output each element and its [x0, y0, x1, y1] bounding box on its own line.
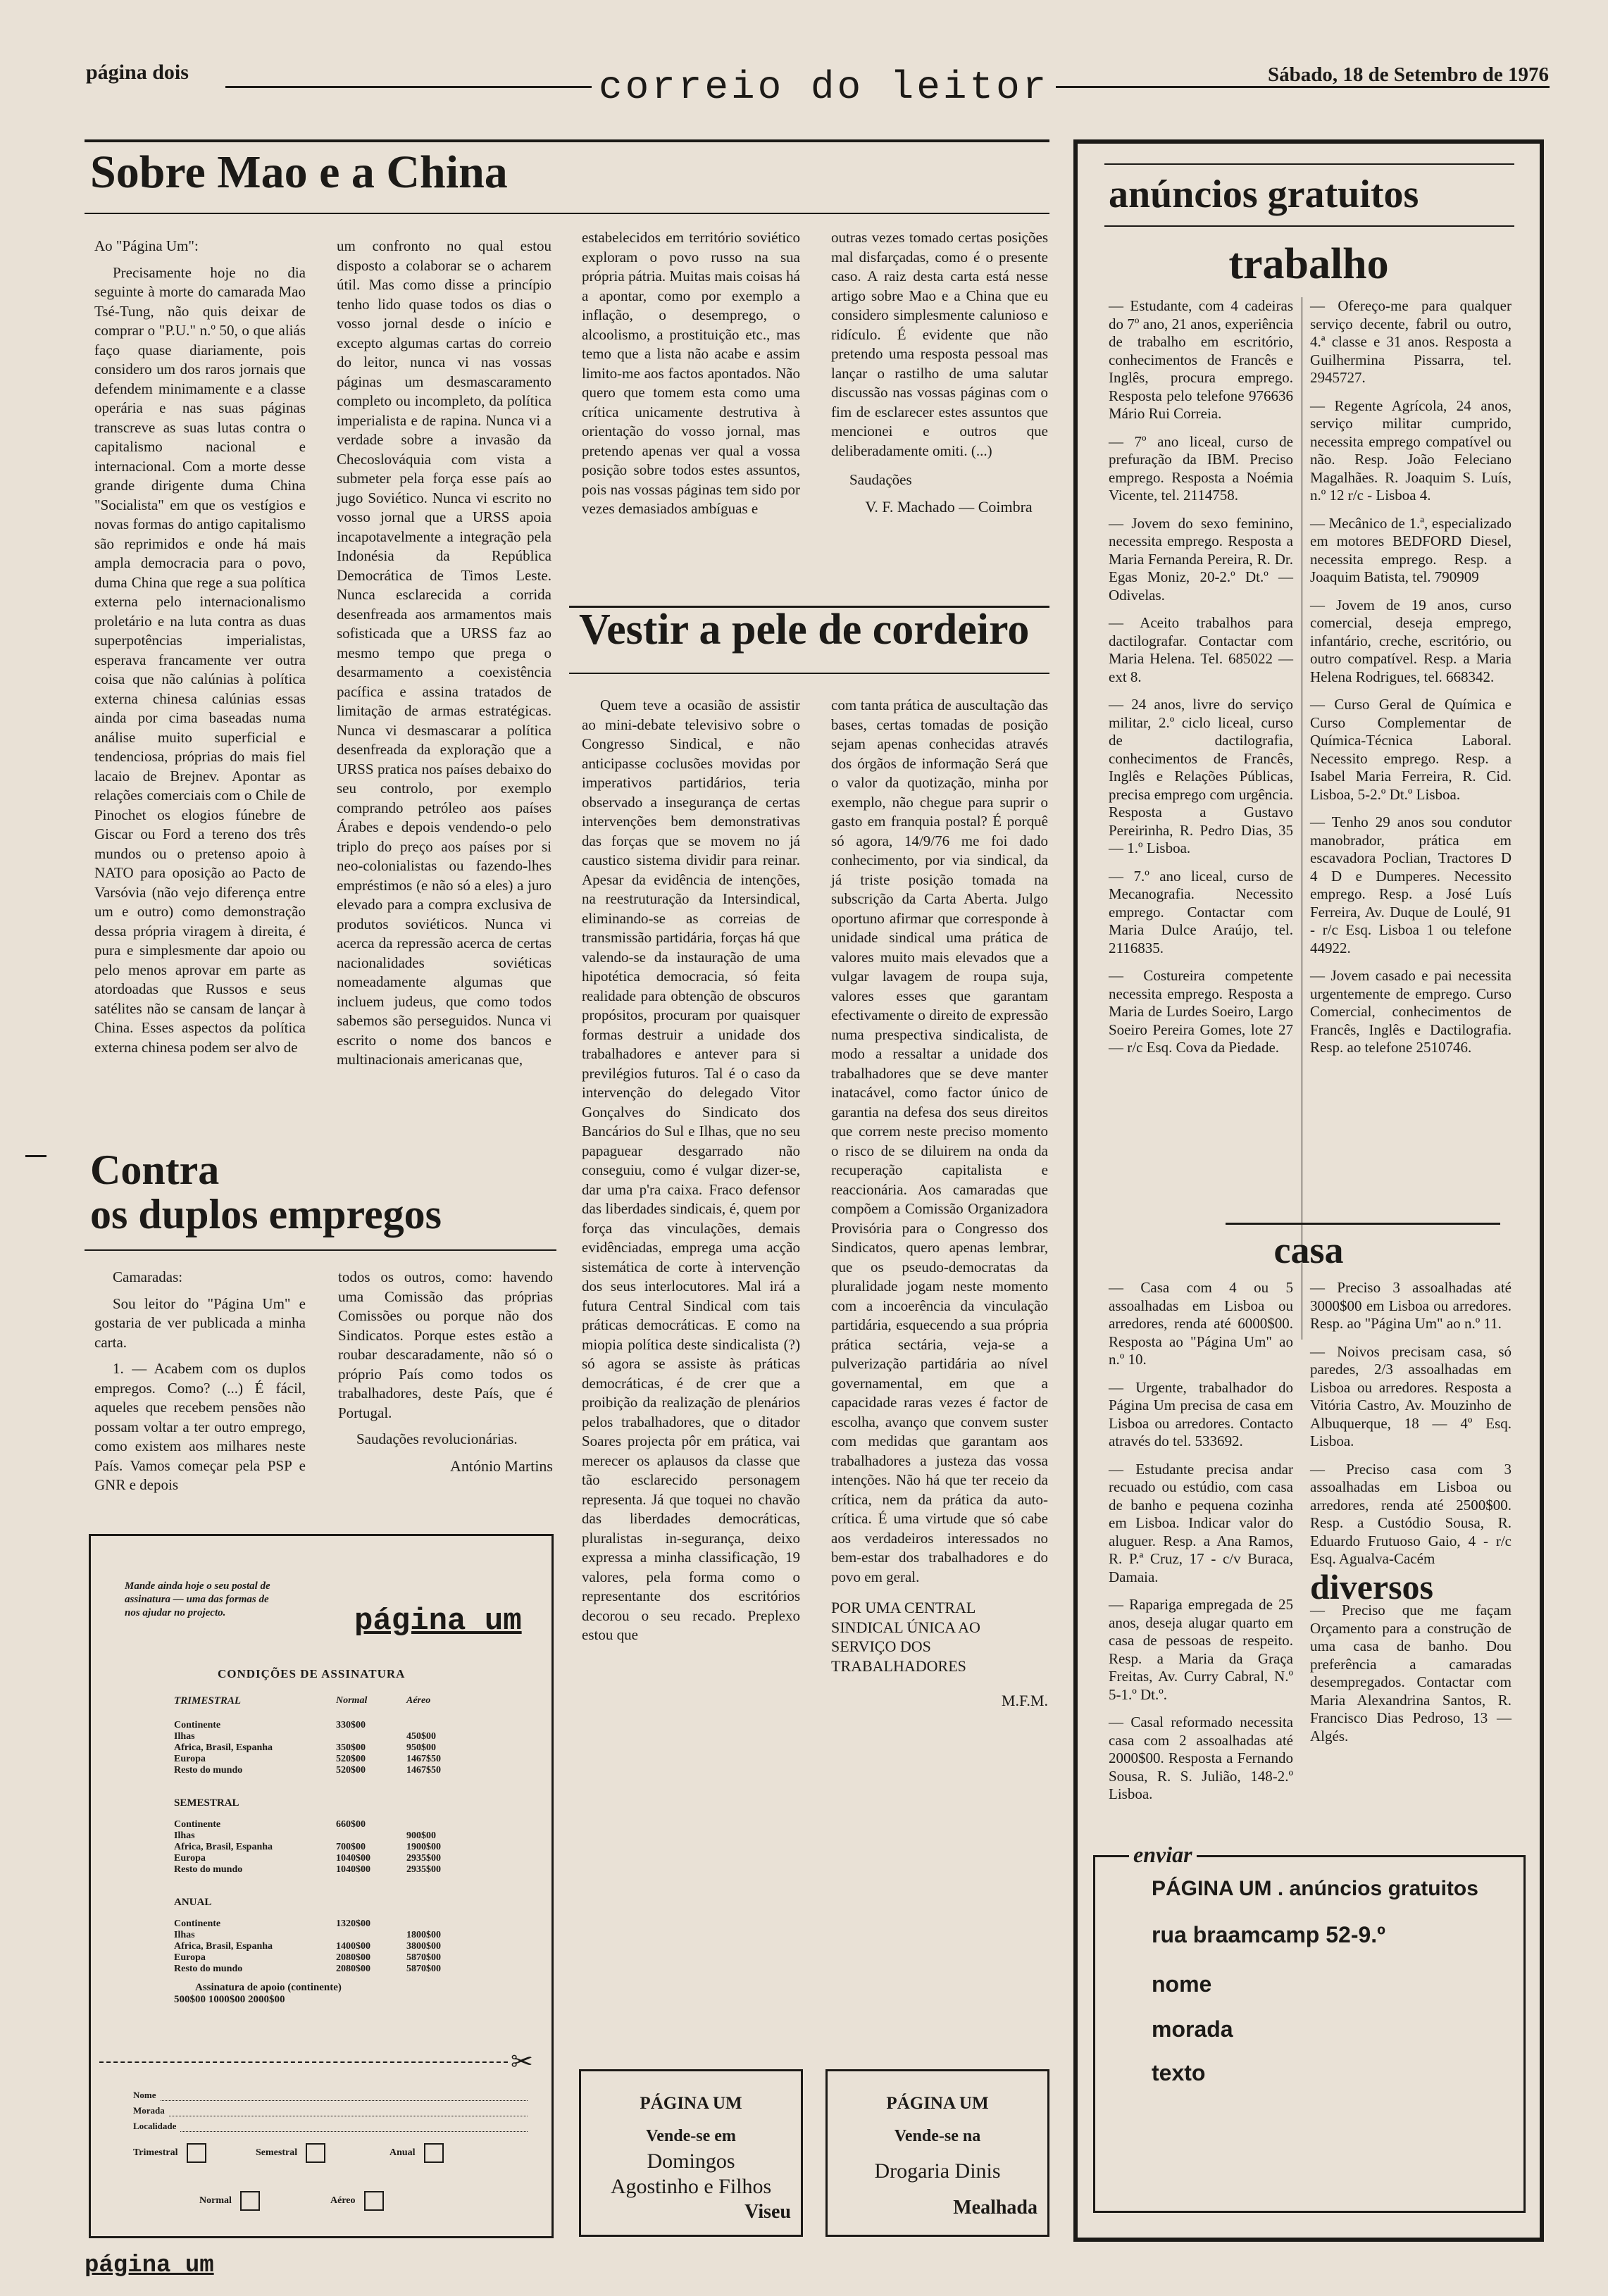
form-row-localidade[interactable]	[133, 2116, 528, 2132]
enviar-coupon	[1093, 1842, 1526, 2213]
section-anual: ANUAL	[174, 1897, 212, 1908]
issue-date: Sábado, 18 de Setembro de 1976	[1268, 63, 1550, 86]
price-row: Africa, Brasil, Espanha 700$00 1900$00	[174, 1842, 441, 1852]
article-top-rule	[85, 139, 1049, 142]
headline-empregos-line2: os duplos empregos	[90, 1191, 442, 1237]
price-row: Continente 330$00	[174, 1720, 366, 1730]
mao-text-col4: outras vezes tomado certas posições mal disfarçadas, como é o presente caso. A raiz desta carta está nesse artigo sobre Mao e a China que eu considero simplesmente calunioso e ridículo. É evidente que não pretendo uma resposta pessoal mas lançar o rastilho de uma salutar discussão nas vossas páginas com o fim de esclarecer estes assuntos que mencionei e outros que deliberadamente omiti. (...)	[831, 229, 1048, 459]
enviar-field-nome[interactable]: nome	[1152, 1971, 1212, 1997]
price-row: Africa, Brasil, Espanha 350$00 950$00	[174, 1742, 436, 1753]
classifieds-title-rule	[1104, 225, 1514, 227]
ad-viseu-line2: Domingos	[647, 2150, 735, 2173]
headline-mao: Sobre Mao e a China	[90, 146, 508, 198]
section-title: correio do leitor	[592, 65, 1056, 110]
cordeiro-column-2	[831, 696, 1048, 1718]
classified-ad: — 24 anos, livre do serviço militar, 2.º ciclo liceal, curso de dactilografia, conhecimentos de Francês, Inglês e Relações Públicas, precisa emprego com urgência. Resposta a Gustavo Pereirinha, R. Pedro Dias, 35 — 1.º Lisboa.	[1109, 696, 1293, 856]
subscription-table	[174, 1695, 540, 2006]
option-normal[interactable]: Normal	[199, 2191, 260, 2211]
classified-ad: — Mecânico de 1.ª, especializado em motores BEDFORD Diesel, necessita emprego. Resp. a Joaquim Batista, tel. 790909	[1310, 514, 1512, 585]
mao-column-1	[94, 237, 306, 1064]
cordeiro-rule	[569, 673, 1049, 674]
form-row-nome[interactable]	[133, 2085, 528, 2101]
cordeiro-column-1	[582, 696, 800, 1652]
empregos-column-2	[338, 1268, 553, 1483]
ad-mealhada-title: PÁGINA UM	[886, 2094, 989, 2113]
classified-ad: — Aceito trabalhos para dactilografar. Contactar com Maria Helena. Tel. 685022 — ext 8.	[1109, 614, 1293, 685]
empregos-text-col2: todos os outros, como: havendo uma Comissão das próprias Comissões ou porque não dos Sindicatos. Porque estes estão a roubar descaradamente, não só o próprio País como todos os trabalhadores, deste País, que é Portugal.	[338, 1268, 553, 1421]
price-row: Continente 1320$00	[174, 1918, 370, 1929]
mao-salutation: Ao "Página Um":	[94, 237, 199, 254]
classified-ad: — Rapariga empregada de 25 anos, deseja alugar quarto em casa de pessoas de respeito. Resp. a Maria da Graça Freitas, Av. Curry Cabral, N.º 5-1.º Dt.º.	[1109, 1596, 1293, 1703]
classified-ad: — Casal reformado necessita casa com 2 assoalhadas até 2000$00. Resposta a Fernando Sousa, R. S. Julião, 148-2.º Lisboa.	[1109, 1714, 1293, 1802]
empregos-column-1	[94, 1268, 306, 1502]
form-label-morada: Morada	[133, 2105, 165, 2116]
enviar-label: enviar	[1129, 1842, 1197, 1868]
classified-ad: — Preciso que me façam Orçamento para a construção de uma casa de banho. Dou preferência a camaradas desempregados. Contactar com Maria Alexandrina Santos, R. Francisco Dias Pedroso, 13 — Algés.	[1310, 1602, 1512, 1745]
diversos-heading: diversos	[1310, 1566, 1433, 1606]
col-aereo: Aéreo	[406, 1695, 431, 1706]
option-anual[interactable]: Anual	[389, 2143, 444, 2163]
classifieds-panel	[1073, 139, 1544, 2242]
mao-text-col2: um confronto no qual estou disposto a colaborar se o acharem útil. Mas como disse a princípio tenho lido quase todos os dias o vosso jornal desde o início e excepto algumas cartas do correio do leitor, nunca vi nas vossas páginas um desmascaramento completo ou incompleto, da política imperialista e de rapina. Nunca vi a verdade sobre a invasão da Checoslováquia com vista a submeter pela força esse país ao jugo Soviético. Nunca vi escrito no vosso jornal que a URSS apoia incapotavelmente a integração pela Indonésia da República Democrática de Timos Leste. Nunca esclarecida a corrida desenfreada aos armamentos mais sofisticada que a URSS faz ao mesmo tempo que prega o desarmamento a coexistência pacífica e assina tratados de limitação de armas estratégicas. Nunca vi desmascarar a política desenfreada da exploração que a URSS pratica nos países debaixo do seu controlo, por exemplo comprando petróleo aos países Árabes e depois vendendo-o pelo triplo do preço aos países por si neo-colonialistas ou fazendo-lhes empréstimos (e não só a eles) a juro elevado para a compra exclusiva de produtos soviéticos. Nunca vi acerca da repressão acerca de certas nacionalidades soviéticas nomeadamente algumas que incluem judeus, que como todos sabemos são perseguidos. Nunca vi escrito o nome dos bancos e multinacionais americanas que,	[337, 237, 551, 1068]
price-row: Ilhas 1800$00	[174, 1930, 441, 1940]
headline-cordeiro: Vestir a pele de cordeiro	[579, 606, 1030, 654]
headline-empregos	[90, 1148, 442, 1237]
subscription-coupon	[89, 1534, 554, 2238]
classified-ad: — 7º ano liceal, curso de prefuração da IBM. Preciso emprego. Resposta a Noémia Vicente, tel. 2114758.	[1109, 432, 1293, 504]
ad-viseu-line3: Agostinho e Filhos	[610, 2175, 772, 2198]
classified-ad: — Noivos precisam casa, só paredes, 2/3 assoalhadas em Lisboa ou arredores. Resposta a Vitória Castro, Av. Mouzinho de Albuquerque, 18 — 4º Esq. Lisboa.	[1310, 1342, 1512, 1449]
support-subscription-label: Assinatura de apoio (continente)	[195, 1982, 342, 1993]
empregos-salutation: Camaradas:	[113, 1268, 183, 1285]
support-subscription-values: 500$00 1000$00 2000$00	[174, 1994, 285, 2005]
casa-heading: casa	[1273, 1229, 1344, 1271]
option-trimestral[interactable]: Trimestral	[133, 2143, 206, 2163]
casa-column-left	[1109, 1279, 1293, 1814]
section-trimestral: TRIMESTRAL	[174, 1695, 242, 1707]
classified-ad: — Urgente, trabalhador do Página Um precisa de casa em Lisboa ou arredores. Contacto através do tel. 533692.	[1109, 1378, 1293, 1449]
col-normal: Normal	[336, 1695, 368, 1706]
price-row: Europa 520$00 1467$50	[174, 1754, 441, 1764]
cordeiro-signature: M.F.M.	[1001, 1692, 1048, 1709]
price-row: Europa 1040$00 2935$00	[174, 1853, 441, 1864]
enviar-field-texto[interactable]: texto	[1152, 2060, 1206, 2085]
empregos-p2: 1. — Acabem com os duplos empregos. Como? (...) É fácil, aqueles que recebem pensões não possam voltar a ter outro emprego, como existem aos milhares neste País. Vamos começar pela PSP e GNR e depois	[94, 1360, 306, 1493]
mao-column-3	[582, 228, 800, 526]
footer-logo: página um	[85, 2252, 214, 2279]
price-row: Africa, Brasil, Espanha 1400$00 3800$00	[174, 1941, 441, 1952]
mao-text-col1: Precisamente hoje no dia seguinte à morte do camarada Mao Tsé-Tung, não quis deixar de comprar o "P.U." n.º 50, o que aliás faço quase diariamente, pois considero um dos raros jornais que defendem minimamente e a classe operária e nas suas páginas transcreve as suas lutas contra o capitalismo nacional e internacional. Com a morte desse grande dirigente duma China "Socialista" em que os vestígios e novas formas do antigo capitalismo são reprimidos e onde há mais ampla democracia para o povo, duma China que rege a sua política externa pelo internacionalismo proletário e na luta contra as duas superpotências imperialistas, esperava francamente ver outra coisa que não calúnias à política externa chinesa calúnias essas ainda por cima baseadas numa análise muito superficial e tendenciosa, próprias do mais fiel lacaio de Brejnev. Apontar as relações comerciais com o Chile de Pinochet os elogios fúnebre de Giscar ou Ford a tereno dos três mundos ou o pretenso apoio à NATO para oposição ao Pacto de Varsóvia (não vejo diferença entre um e outro) como demonstração dessa própria viragem à direita, é pura e simplesmente dar apoio ou pelo menos aprovar em parte as atordoadas que Russos e seus satélites não se cansam de lançar à China. Esses aspectos da política externa chinesa podem ser alvo de	[94, 263, 306, 1056]
ad-viseu-title: PÁGINA UM	[640, 2094, 742, 2113]
ad-viseu-line1: Vende-se em	[646, 2127, 736, 2145]
price-row: Resto do mundo 1040$00 2935$00	[174, 1864, 441, 1875]
ad-mealhada-line3: Mealhada	[953, 2197, 1037, 2219]
form-label-localidade: Localidade	[133, 2121, 177, 2131]
classified-ad: — 7.º ano liceal, curso de Mecanografia. Necessito emprego. Contactar com Maria Dulce Araújo, tel. 2116835.	[1109, 867, 1293, 956]
classified-ad: — Jovem casado e pai necessita urgentemente de emprego. Curso Comercial, conhecimentos de Francês, Inglês e Dactilografia. Resp. ao telefone 2510746.	[1310, 967, 1512, 1056]
page-label: página dois	[86, 61, 189, 84]
casa-rule	[1226, 1223, 1500, 1225]
trabalho-column-right	[1310, 297, 1512, 1067]
ad-mealhada-line1: Vende-se na	[894, 2127, 981, 2145]
empregos-rule	[85, 1249, 556, 1251]
mao-column-2	[337, 237, 551, 1077]
mao-column-4	[831, 228, 1048, 523]
form-row-morada[interactable]	[133, 2101, 528, 2116]
classified-ad: — Regente Agrícola, 24 anos, serviço militar cumprido, necessita emprego compatível ou não. Resp. João Feleciano Magalhães. R. Joaquim S. Luís, n.º 12 r/c - Lisboa 4.	[1310, 397, 1512, 504]
headline-rule	[85, 213, 1049, 214]
ad-mealhada	[825, 2069, 1049, 2237]
cordeiro-text-col1: Quem teve a ocasião de assistir ao mini-debate televisivo sobre o Congresso Sindical, e não anticipasse coclusões movidas por imperativos partidários, teria observado a insegurança de certas intervenções bem demonstrativas das forças que se movem no já caustico sistema dividir para reinar. Apesar da evidência de intenções, na reestruturação da Intersindical, eliminando-se as correias de transmissão partidária, forças há que valendo-se da instauração de uma hipotética democracia, só feita realidade para obtenção de obscuros propósitos, procuram por quaisquer formas destruir a unidade dos trabalhadores e antever para si previlégios futuros. Tal é o caso da intervenção do delegado Vitor Gonçalves do Sindicato dos Bancários do Sul e Ilhas, que no seu papaguear desgarrado não conseguiu, como é vulgar dizer-se, dar uma p'ra caixa. Fraco defensor das liberdades sindicais, é, quem por força das vinculações, demais evidênciadas, emprega uma acção sistemática de corte à intervenção dos seus interlocutores. Mal irá a futura Central Sindical com tais práticas democráticas. E como na miopia política deste sindicalista (?) só agora se assiste às práticas democráticas, é de crer que a proibição da realização de plenários pelos trabalhadores, que o ditador Soares projecta pôr em prática, vai merecer os aplausos da classe que tão esclarecido personagem representa. Já que toquei no chavão das liberdades democráticas, pluralistas in-segurança, deixo expressa a minha classificação, 19 valores, pela forma como o representante dos escritórios decorou o seu recado. Preplexo estou que	[582, 697, 800, 1643]
classified-ad: — Tenho 29 anos sou condutor manobrador, prática em escavadora Poclian, Tractores D 4 D e Dumperes. Necessito emprego. Resp. a José Luís Ferreira, Av. Duque de Loulé, 91 - r/c Esq. Lisboa 1 ou telefone 44922.	[1310, 813, 1512, 956]
option-aereo[interactable]: Aéreo	[330, 2191, 384, 2211]
classified-ad: — Ofereço-me para qualquer serviço decente, fabril ou outro, 4.ª classe e 31 anos. Resposta a Guilhermina Pissarra, tel. 2945727.	[1310, 297, 1512, 386]
checkbox-anual[interactable]	[424, 2143, 444, 2163]
empregos-p1: Sou leitor do "Página Um" e gostaria de ver publicada a minha carta.	[94, 1294, 306, 1351]
mao-closing: Saudações	[849, 471, 912, 488]
subscription-appeal: Mande ainda hoje o seu postal de assinatura — uma das formas de nos ajudar no projecto.	[125, 1580, 270, 1618]
cordeiro-slogan: POR UMA CENTRAL SINDICAL ÚNICA AO SERVIÇO DOS TRABALHADORES	[831, 1599, 980, 1675]
price-row: Continente 660$00	[174, 1819, 366, 1830]
checkbox-trimestral[interactable]	[187, 2143, 206, 2163]
checkbox-aereo[interactable]	[364, 2191, 384, 2211]
price-row: Resto do mundo 2080$00 5870$00	[174, 1964, 441, 1974]
checkbox-normal[interactable]	[240, 2191, 260, 2211]
form-label-nome: Nome	[133, 2090, 156, 2100]
mao-signature: V. F. Machado — Coimbra	[865, 497, 1033, 516]
empregos-signature: António Martins	[449, 1456, 553, 1475]
classified-ad: — Preciso casa com 3 assoalhadas em Lisboa ou arredores, renda até 2500$00. Resp. a Custódio Sousa, R. Eduardo Frutuoso Gaio, 4 - r/c Esq. Agualva-Cacém	[1310, 1460, 1512, 1567]
price-row: Ilhas 900$00	[174, 1830, 436, 1841]
trabalho-column-left	[1109, 297, 1293, 1067]
classified-ad: — Estudante, com 4 cadeiras do 7º ano, 21 anos, experiência de trabalho em escritório, conhecimentos de Francês e Inglês, procura emprego. Resposta pelo telefone 976636 Mário Rui Correia.	[1109, 297, 1293, 422]
margin-mark	[25, 1155, 46, 1157]
checkbox-semestral[interactable]	[306, 2143, 325, 2163]
classified-ad: — Casa com 4 ou 5 assoalhadas em Lisboa ou arredores, renda até 6000$00. Resposta ao "Página Um" ao n.º 10.	[1109, 1279, 1293, 1368]
enviar-address-line1: PÁGINA UM . anúncios gratuitos	[1152, 1877, 1478, 1900]
classifieds-top-rule	[1104, 163, 1514, 165]
price-row: Europa 2080$00 5870$00	[174, 1952, 441, 1963]
classified-ad: — Curso Geral de Química e Curso Complementar de Química-Técnica Laboral. Necessito emprego. Resp. a Isabel Maria Ferreira, R. Cid. Lisboa, 5-2.º Dt.º Lisboa.	[1310, 696, 1512, 803]
casa-column-right	[1310, 1279, 1512, 1755]
headline-empregos-line1: Contra	[90, 1147, 220, 1193]
subscription-conditions-title: CONDIÇÕES DE ASSINATURA	[218, 1667, 406, 1680]
classified-ad: — Costureira competente necessita emprego. Resposta a Maria de Lurdes Soeiro, Largo Soeiro Pereira Gomes, lote 27 — r/c Esq. Cova da Piedade.	[1109, 967, 1293, 1056]
cut-line	[99, 2061, 508, 2063]
classified-ad: — Jovem de 19 anos, curso comercial, deseja emprego, infantário, creche, escritório, ou outro compatível. Resp. a Maria Helena Rodrigues, tel. 668342.	[1310, 596, 1512, 685]
ad-mealhada-line2: Drogaria Dinis	[874, 2159, 1001, 2183]
option-semestral[interactable]: Semestral	[256, 2143, 325, 2163]
ad-viseu-line4: Viseu	[744, 2201, 791, 2223]
mao-text-col3: estabelecidos em território soviético exploram o povo russo na sua própria pátria. Muitas mais coisas há a apontar, como por exemplo a inflação, o desemprego, o alcoolismo, a prostituição etc., mas temo que a lista não acabe e assim limito-me aos factos apontados. Não quero que tomem esta como uma crítica unicamente destrutiva à orientação do vosso jornal, mas pretendo apenas ver qual a vossa posição sobre todos estes assuntos, pois nas vossas páginas tem sido por vezes demasiados ambíguas e	[582, 229, 800, 517]
ad-viseu	[579, 2069, 803, 2237]
classifieds-title: anúncios gratuitos	[1109, 173, 1419, 216]
classified-ad: — Preciso 3 assoalhadas até 3000$00 em Lisboa ou arredores. Resp. ao "Página Um" ao n.º 11.	[1310, 1279, 1512, 1332]
enviar-field-morada[interactable]: morada	[1152, 2016, 1233, 2042]
paper-logo: página um	[354, 1604, 522, 1639]
scissors-icon: ✂	[511, 2047, 533, 2077]
cordeiro-text-col2: com tanta prática de auscultação das bases, certas tomadas de posição sejam apenas conhecidas através dos órgãos de informação Será que o valor da quotização, minha por exemplo, não chegue para suprir o gasto em franquia postal? É porquê só agora, 14/9/76 me foi dado conhecimento, por via sindical, da já triste posição tomada na subscrição da Carta Aberta. Julgo oportuno afirmar que corresponde à unidade sindical uma prática de valores muito mais elevados que a vulgar lavagem de roupa suja, valores esses que garantam efectivamente o direito de expressão numa prespectiva sindicalista, de modo a ressaltar a unidade dos trabalhadores que se deve manter inatacável, como factor único de garantia na defesa dos seus direitos que correm neste preciso momento o risco de se diluirem na onda da recuperação capitalista e reaccionária. Aos camaradas que compõem a Comissão Organizadora Provisória para o Congresso dos Sindicatos, quero apenas lembrar, que os pseudo-democratas da pluralidade jogam neste momento com a incoerência da vinculação partidária, esquecendo a sua própria prática sectária, veja-se a pulverização partidária ao nível governamental, em que a capacidade raras vezes é factor de escolha, avanço que convem suster com medidas que garantam aos trabalhadores a justeza das vossa intenções. Não há que ter receio da crítica, nem da prática da auto-crítica. É uma virtude que só cabe aos verdadeiros interessados no bem-estar dos trabalhadores e do povo em geral.	[831, 697, 1048, 1585]
classified-ad: — Jovem do sexo feminino, necessita emprego. Resposta a Maria Fernanda Pereira, R. Dr. Egas Moniz, 20-2.º Dt.º — Odivelas.	[1109, 514, 1293, 604]
enviar-address-line2: rua braamcamp 52-9.º	[1152, 1922, 1385, 1947]
empregos-closing: Saudações revolucionárias.	[356, 1430, 518, 1447]
classified-ad: — Estudante precisa andar recuado ou estúdio, com casa de banho e pequena cozinha em Lisboa. Indicar valor do aluguer. Resp. a Ana Ramos, R. P.ª Cruz, 17 - c/v Buraca, Damaia.	[1109, 1460, 1293, 1585]
section-semestral: SEMESTRAL	[174, 1797, 239, 1809]
trabalho-heading: trabalho	[1228, 240, 1389, 288]
subscription-form	[133, 2085, 528, 2132]
price-row: Resto do mundo 520$00 1467$50	[174, 1765, 441, 1776]
price-row: Ilhas 450$00	[174, 1731, 436, 1742]
